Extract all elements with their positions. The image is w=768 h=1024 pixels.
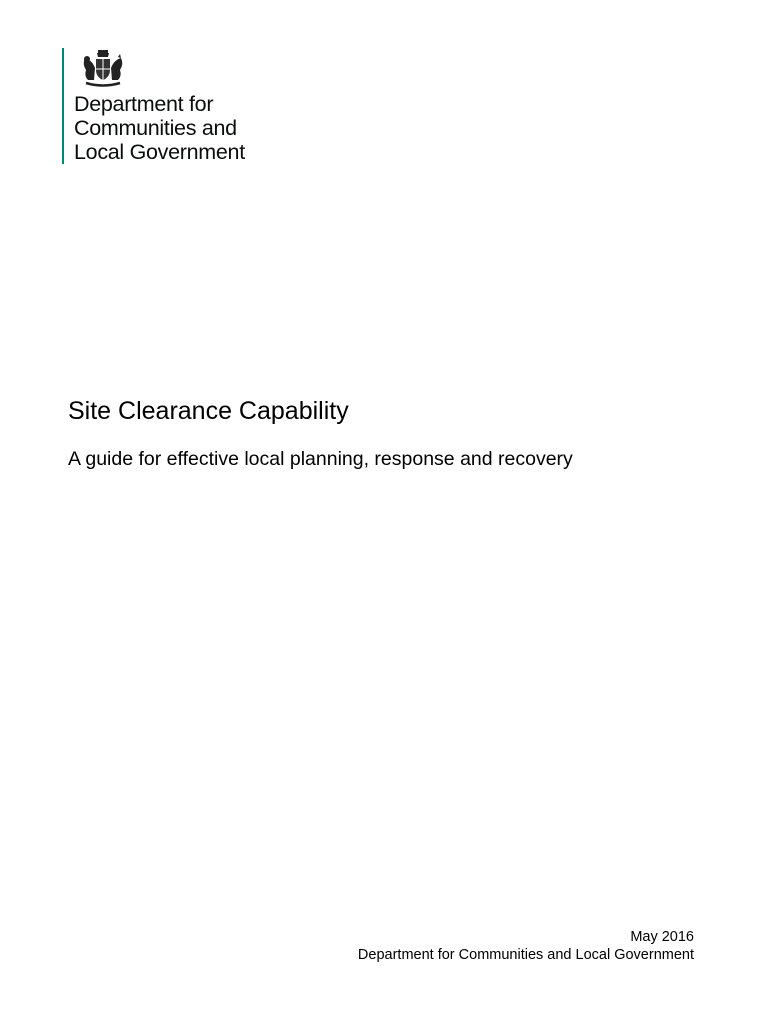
department-name-line-2: Communities and bbox=[74, 116, 237, 140]
department-name-line-3: Local Government bbox=[74, 140, 245, 164]
document-title: Site Clearance Capability bbox=[68, 397, 349, 425]
publication-footer bbox=[358, 928, 694, 964]
department-name-line-1: Department for bbox=[74, 92, 214, 116]
department-name bbox=[74, 92, 245, 164]
publication-date: May 2016 bbox=[630, 929, 694, 945]
document-subtitle: A guide for effective local planning, response and recovery bbox=[68, 448, 573, 470]
department-logo bbox=[62, 48, 245, 164]
publisher-name: Department for Communities and Local Government bbox=[357, 947, 694, 963]
royal-coat-of-arms-icon bbox=[80, 50, 126, 88]
